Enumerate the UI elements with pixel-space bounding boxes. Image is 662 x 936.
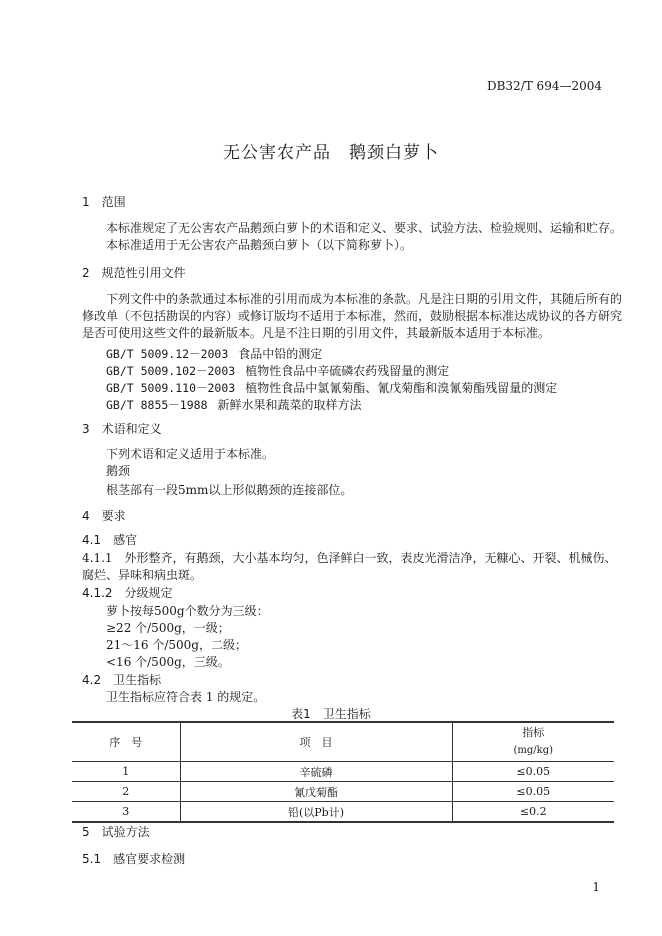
grade-2: 21～16 个/500g，二级； [106, 638, 247, 652]
row-item: 铅(以Pb计) [180, 802, 452, 823]
reference-code: GB/T 5009.12－2003 [106, 347, 229, 361]
row-item: 辛硫磷 [180, 762, 452, 782]
section-2-heading: 2 规范性引用文件 [82, 266, 186, 280]
row-item: 氰戊菊酯 [180, 782, 452, 802]
document-title: 无公害农产品 鹅颈白萝卜 [223, 143, 439, 163]
section-3-heading: 3 术语和定义 [82, 422, 162, 436]
reference-title: 植物性食品中辛硫磷农药残留量的测定 [245, 364, 450, 378]
row-value: ≤0.05 [452, 782, 614, 802]
section-3-para: 下列术语和定义适用于本标准。 [106, 447, 275, 461]
column-header-item: 项 目 [180, 722, 452, 762]
row-number: 1 [72, 762, 180, 782]
grade-intro: 萝卜按每500g个数分为三级： [106, 604, 269, 618]
section-2-line-3: 是否可使用这些文件的最新版本。凡是不注日期的引用文件，其最新版本适用于本标准。 [82, 326, 551, 340]
section-2-line-2: 修改单（不包括勘误的内容）或修订版均不适用于本标准，然而，鼓励根据本标准达成协议的各方研究 [82, 309, 623, 323]
row-number: 3 [72, 802, 180, 823]
reference-code: GB/T 5009.110－2003 [106, 381, 236, 395]
section-4-1-1-line-1: 4.1.1 外形整齐，有鹅颈，大小基本均匀，色泽鲜白一致，表皮光滑洁净，无糠心、开裂、机械伤、 [82, 551, 617, 565]
table-row [72, 782, 614, 802]
table-row [72, 802, 614, 823]
hygiene-indicator-table [72, 721, 614, 823]
section-1-para-1: 本标准规定了无公害农产品鹅颈白萝卜的术语和定义、要求、试验方法、检验规则、运输和贮存。 [106, 221, 623, 235]
section-5-1-heading: 5.1 感官要求检测 [82, 852, 186, 866]
reference-code: GB/T 8855－1988 [106, 398, 208, 412]
column-header-no: 序 号 [72, 722, 180, 762]
section-4-heading: 4 要求 [82, 509, 126, 523]
grade-3: <16 个/500g，三级。 [106, 655, 230, 669]
term-heading: 鹅颈 [106, 464, 131, 478]
reference-code: GB/T 5009.102－2003 [106, 364, 236, 378]
section-4-1-heading: 4.1 感官 [82, 533, 138, 547]
section-1-para-2: 本标准适用于无公害农产品鹅颈白萝卜（以下简称萝卜）。 [106, 238, 413, 252]
reference-title: 新鲜水果和蔬菜的取样方法 [217, 398, 362, 412]
reference-item [106, 394, 362, 413]
page-number: 1 [592, 880, 600, 894]
indicator-label: 指标 [522, 726, 545, 739]
section-4-2-para: 卫生指标应符合表 1 的规定。 [106, 690, 266, 704]
reference-title: 食品中铅的测定 [238, 347, 323, 361]
row-value: ≤0.2 [519, 805, 547, 818]
section-4-1-1-line-2: 腐烂、异味和病虫斑。 [82, 568, 203, 582]
section-1-heading: 1 范围 [82, 195, 126, 209]
indicator-unit: (mg/kg) [513, 745, 554, 756]
standard-number: DB32/T 694—2004 [486, 79, 602, 93]
term-definition: 根茎部有一段5mm以上形似鹅颈的连接部位。 [106, 483, 353, 497]
table-row [72, 762, 614, 782]
column-header-indicator [452, 722, 614, 762]
row-value: ≤0.05 [452, 762, 614, 782]
section-4-2-heading: 4.2 卫生指标 [82, 673, 162, 687]
row-number: 2 [72, 782, 180, 802]
table-caption: 表1 卫生指标 [291, 707, 371, 721]
section-5-heading: 5 试验方法 [82, 825, 150, 839]
grade-1: ≥22 个/500g，一级； [106, 621, 230, 635]
section-4-1-2-heading: 4.1.2 分级规定 [82, 586, 173, 600]
section-2-line-1: 下列文件中的条款通过本标准的引用而成为本标准的条款。凡是注日期的引用文件，其随后所有的 [106, 292, 623, 306]
reference-title: 植物性食品中氯氰菊酯、氰戊菊酯和溴氰菊酯残留量的测定 [245, 381, 558, 395]
